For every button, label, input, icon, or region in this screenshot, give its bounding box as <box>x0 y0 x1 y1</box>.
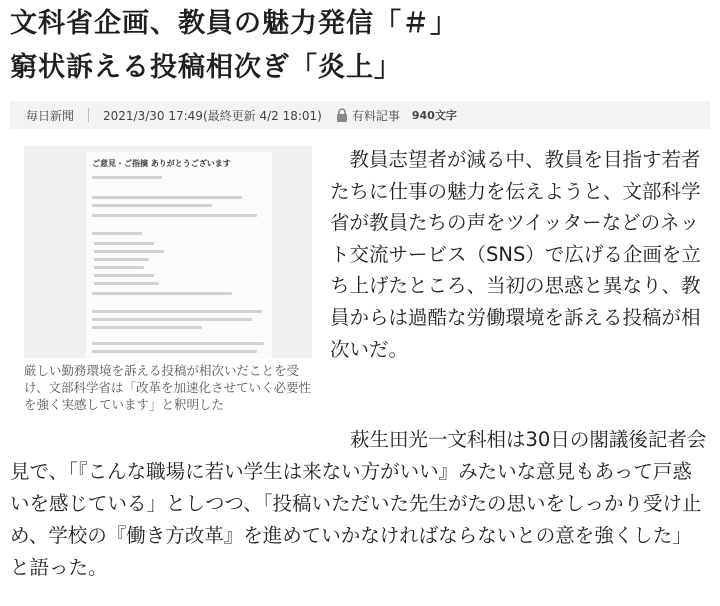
article-paragraph-2: 萩生田光一文科相は30日の閣議後記者会見で、「『こんな職場に若い学生は来ない方がいい』みたいな意見もあって戸惑いを感じている」としつつ、「投稿いただいた先生がたの思いをしっかり受け止め、学校の『働き方改革』を進めていかなければならないとの意を強くした」と語った。 <box>10 428 707 579</box>
photo-text-line <box>92 292 232 295</box>
article-figure <box>24 146 312 413</box>
paid-article-label: 有料記事 <box>351 108 400 123</box>
photo-text-line <box>92 214 257 217</box>
photo-document-title: ご意見・ご指摘 ありがとうございます <box>92 159 231 168</box>
article-paragraph-1: 教員志望者が減る中、教員を目指す若者たちに仕事の魅力を伝えようと、文部科学省が教員たちの声をツイッターなどのネット交流サービス（SNS）で広げる企画を立ち上げたところ、当初の思惑と異なり、教員からは過酷な労働環境を訴える投稿が相次いだ。 <box>330 148 701 361</box>
photo-text-line <box>92 310 262 313</box>
photo-text-line <box>92 196 242 199</box>
photo-text-line <box>94 258 149 261</box>
photo-text-line <box>92 176 162 179</box>
photo-text-line <box>92 350 257 353</box>
char-count: 940文字 <box>411 109 457 122</box>
headline-line-2: 窮状訴える投稿相次ぎ「炎上」 <box>10 52 402 83</box>
photo-text-line <box>92 342 264 345</box>
photo-text-line <box>92 326 202 329</box>
article-photo[interactable] <box>24 146 312 358</box>
photo-text-line <box>92 232 142 235</box>
article-meta-bar <box>10 101 710 129</box>
photo-text-line <box>94 282 159 285</box>
photo-caption: 厳しい勤務環境を訴える投稿が相次いだことを受け、文部科学省は「改革を加速化させていく必要性を強く実感しています」と釈明した <box>24 363 312 412</box>
lock-icon <box>336 108 348 122</box>
meta-divider <box>88 108 89 122</box>
headline-line-1: 文科省企画、教員の魅力発信「＃」 <box>10 8 458 39</box>
publish-date: 2021/3/30 17:49(最終更新 4/2 18:01) <box>103 108 322 123</box>
photo-text-line <box>92 204 212 207</box>
source-label: 毎日新聞 <box>26 108 75 123</box>
photo-text-line <box>92 318 252 321</box>
photo-document <box>86 152 272 358</box>
photo-text-line <box>94 242 154 245</box>
photo-text-line <box>94 250 164 253</box>
headline <box>10 2 458 90</box>
photo-text-line <box>94 266 144 269</box>
photo-text-line <box>94 274 154 277</box>
